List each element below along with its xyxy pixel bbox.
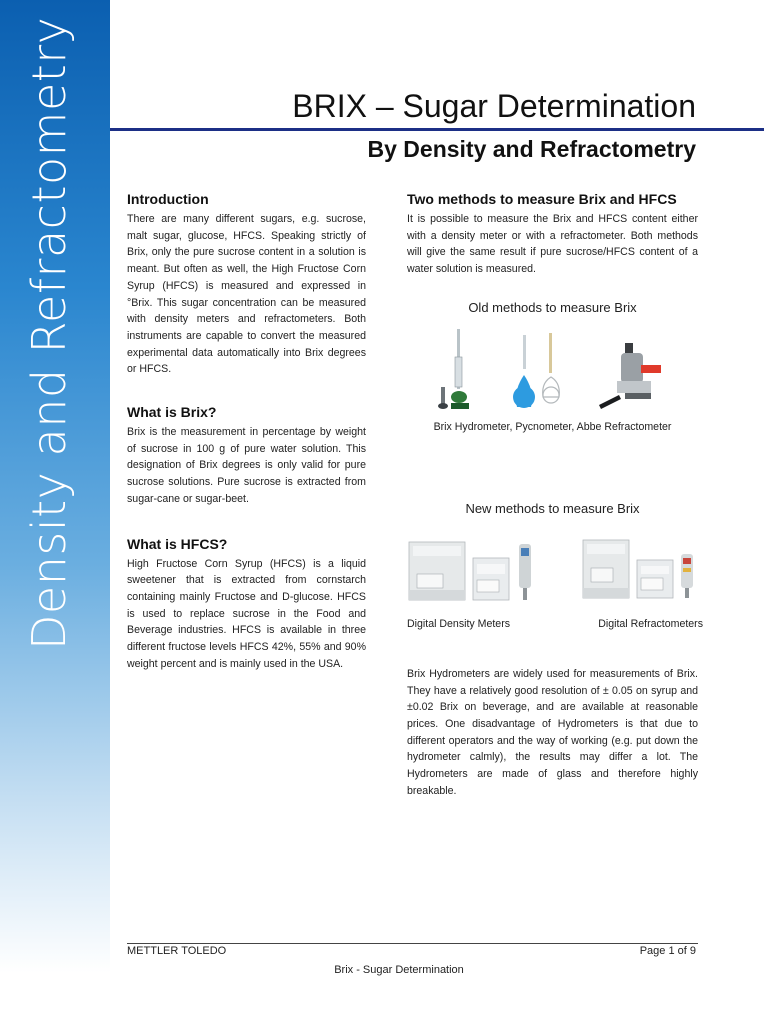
new-methods-heading: New methods to measure Brix — [465, 500, 640, 516]
what-is-brix-section — [127, 404, 366, 508]
what-is-hfcs-text: High Fructose Corn Syrup (HFCS) is a liquid sweetener that is extracted from cornstarch containing mainly Fructose and D-glucose. HFCS is used to replace sucrose in the Food and Beverage industries. HFCS is available in three different fructose levels HFCS 42%, 55% and 90% weight percent and is mainly used in the USA. — [127, 557, 366, 670]
sidebar-title: Density and Refractometry — [22, 16, 76, 650]
what-is-hfcs-heading: What is HFCS? — [127, 535, 228, 552]
page-title: BRIX – Sugar Determination — [292, 88, 696, 124]
sidebar-band — [0, 0, 110, 1024]
old-methods-images — [407, 329, 698, 411]
hydrometer-text: Brix Hydrometers are widely used for measurements of Brix. They have a relatively good resolution of ± 0.05 on syrup and ±0.02 Brix on beverage, and are available at reasonable prices. One disadvantage of Hydrometers is that due to different operators and the way of working (e.g. put down the hydrometer calmly), the results may differ a lot. The Hydrometers are made of glass and therefore highly breakable. — [407, 667, 698, 797]
what-is-brix-text: Brix is the measurement in percentage by weight of sucrose in 100 g of pure water solution. This designation of Brix degrees is only valid for pure sucrose solutions. Pure sucrose is extracted from sugar-cane or sugar-beet. — [127, 426, 366, 505]
old-methods-figure — [407, 300, 698, 433]
abbe-refractometer-image — [595, 337, 669, 411]
introduction-text: There are many different sugars, e.g. sucrose, malt sugar, glucose, HFCS. Speaking strictly of Brix, only the pure sucrose content in a solution is meant. But often as well, the High Fructose Corn Syrup (HFCS) is measured and expressed in °Brix. This sugar concentration can be measured with density meters and refractometers. Both instruments are capable to convert the measured experimental data automatically into Brix degrees or HFCS. — [127, 213, 366, 376]
new-methods-captions — [407, 618, 703, 630]
density-meters-caption: Digital Density Meters — [407, 617, 511, 630]
title-divider — [110, 128, 764, 131]
what-is-hfcs-section — [127, 536, 366, 673]
refractometers-caption: Digital Refractometers — [598, 617, 703, 630]
right-column — [407, 191, 703, 799]
footer-company: METTLER TOLEDO — [127, 945, 227, 957]
density-meters-image — [407, 538, 549, 606]
two-methods-heading: Two methods to measure Brix and HFCS — [407, 191, 677, 207]
introduction-heading: Introduction — [127, 191, 209, 207]
footer-page-number: Page 1 of 9 — [639, 945, 696, 957]
two-methods-section — [407, 191, 698, 278]
footer-divider — [127, 943, 698, 944]
hydrometer-section — [407, 666, 698, 800]
hydrometer-image — [437, 327, 483, 411]
refractometers-image — [581, 538, 705, 602]
footer-doc-title: Brix - Sugar Determination — [334, 964, 464, 976]
page-subtitle: By Density and Refractometry — [367, 136, 696, 162]
pycnometer-image — [511, 331, 567, 411]
old-methods-heading: Old methods to measure Brix — [468, 299, 637, 315]
new-methods-images — [407, 538, 705, 606]
left-column — [127, 191, 366, 694]
what-is-brix-heading: What is Brix? — [127, 404, 217, 421]
old-methods-caption: Brix Hydrometer, Pycnometer, Abbe Refractometer — [433, 420, 672, 433]
new-methods-figure — [407, 500, 703, 630]
two-methods-text: It is possible to measure the Brix and HFCS content either with a density meter or with a refractometer. Both methods will give the same result if pure sucrose/HFCS content of a water solution is measured. — [407, 213, 698, 276]
introduction-section — [127, 191, 366, 378]
